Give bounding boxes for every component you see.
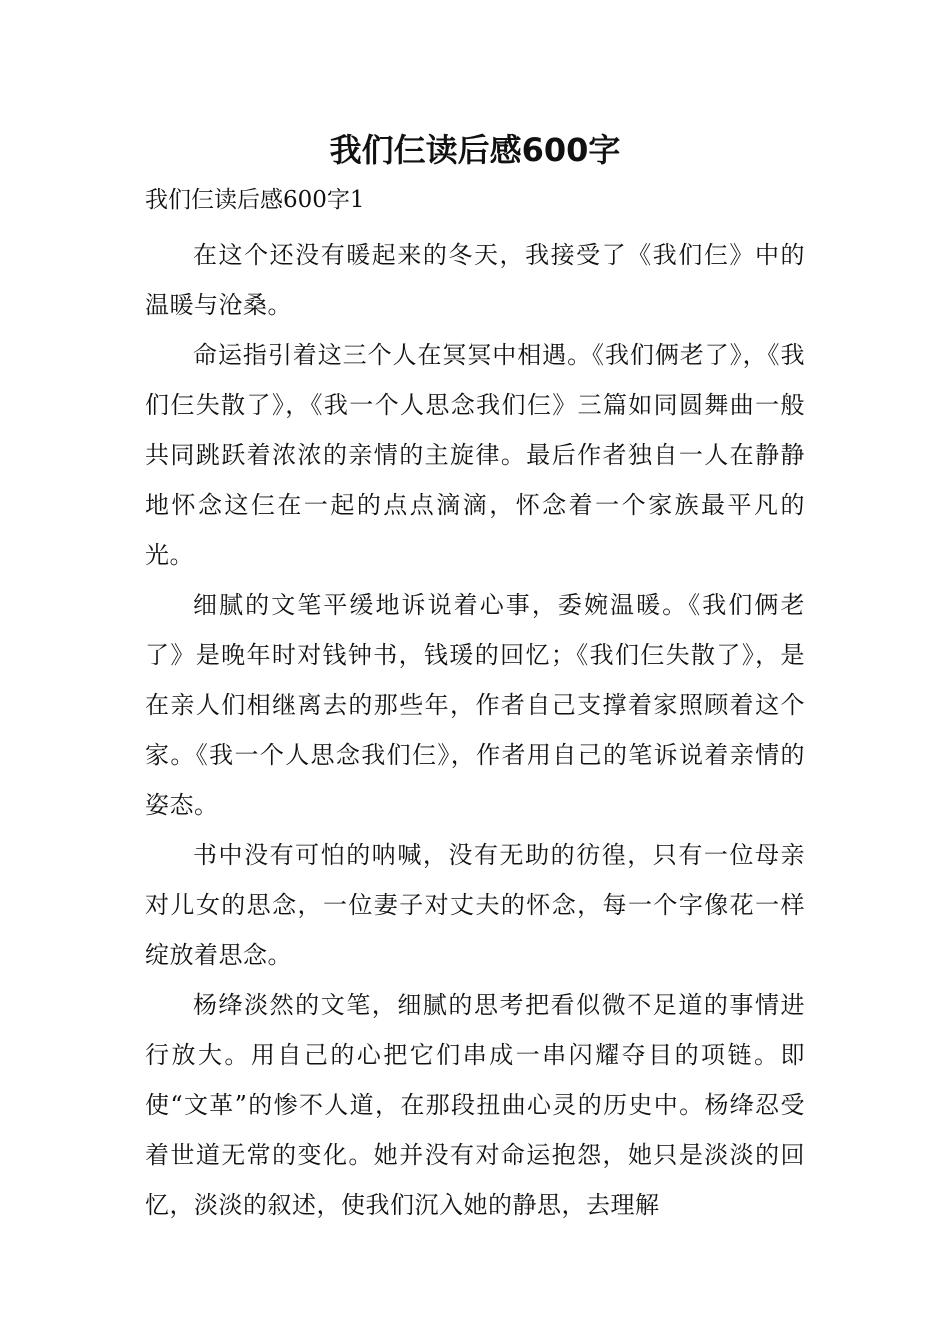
paragraph-4: 书中没有可怕的呐喊，没有无助的彷徨，只有一位母亲对儿女的思念，一位妻子对丈夫的怀念，每一个字像花一样绽放着思念。	[145, 841, 805, 969]
section-heading: 我们仨读后感600字1	[145, 187, 365, 213]
body-text	[145, 230, 805, 1230]
paragraph-3: 细腻的文笔平缓地诉说着心事，委婉温暖。《我们俩老了》是晚年时对钱钟书，钱瑗的回忆；《我们仨失散了》，是在亲人们相继离去的那些年，作者自己支撑着家照顾着这个家。《我一个人思念我们仨》，作者用自己的笔诉说着亲情的姿态。	[145, 591, 805, 819]
paragraph-1: 在这个还没有暖起来的冬天，我接受了《我们仨》中的温暖与沧桑。	[145, 241, 805, 319]
paragraph-2: 命运指引着这三个人在冥冥中相遇。《我们俩老了》，《我们仨失散了》，《我一个人思念我们仨》三篇如同圆舞曲一般共同跳跃着浓浓的亲情的主旋律。最后作者独自一人在静静地怀念这仨在一起的点点滴滴，怀念着一个家族最平凡的光。	[145, 341, 805, 569]
document-title: 我们仨读后感600字	[329, 131, 621, 169]
paragraph-5: 杨绛淡然的文笔，细腻的思考把看似微不足道的事情进行放大。用自己的心把它们串成一串闪耀夺目的项链。即使“文革”的惨不人道，在那段扭曲心灵的历史中。杨绛忍受着世道无常的变化。她并没有对命运抱怨，她只是淡淡的回忆，淡淡的叙述，使我们沉入她的静思，去理解	[145, 991, 805, 1219]
